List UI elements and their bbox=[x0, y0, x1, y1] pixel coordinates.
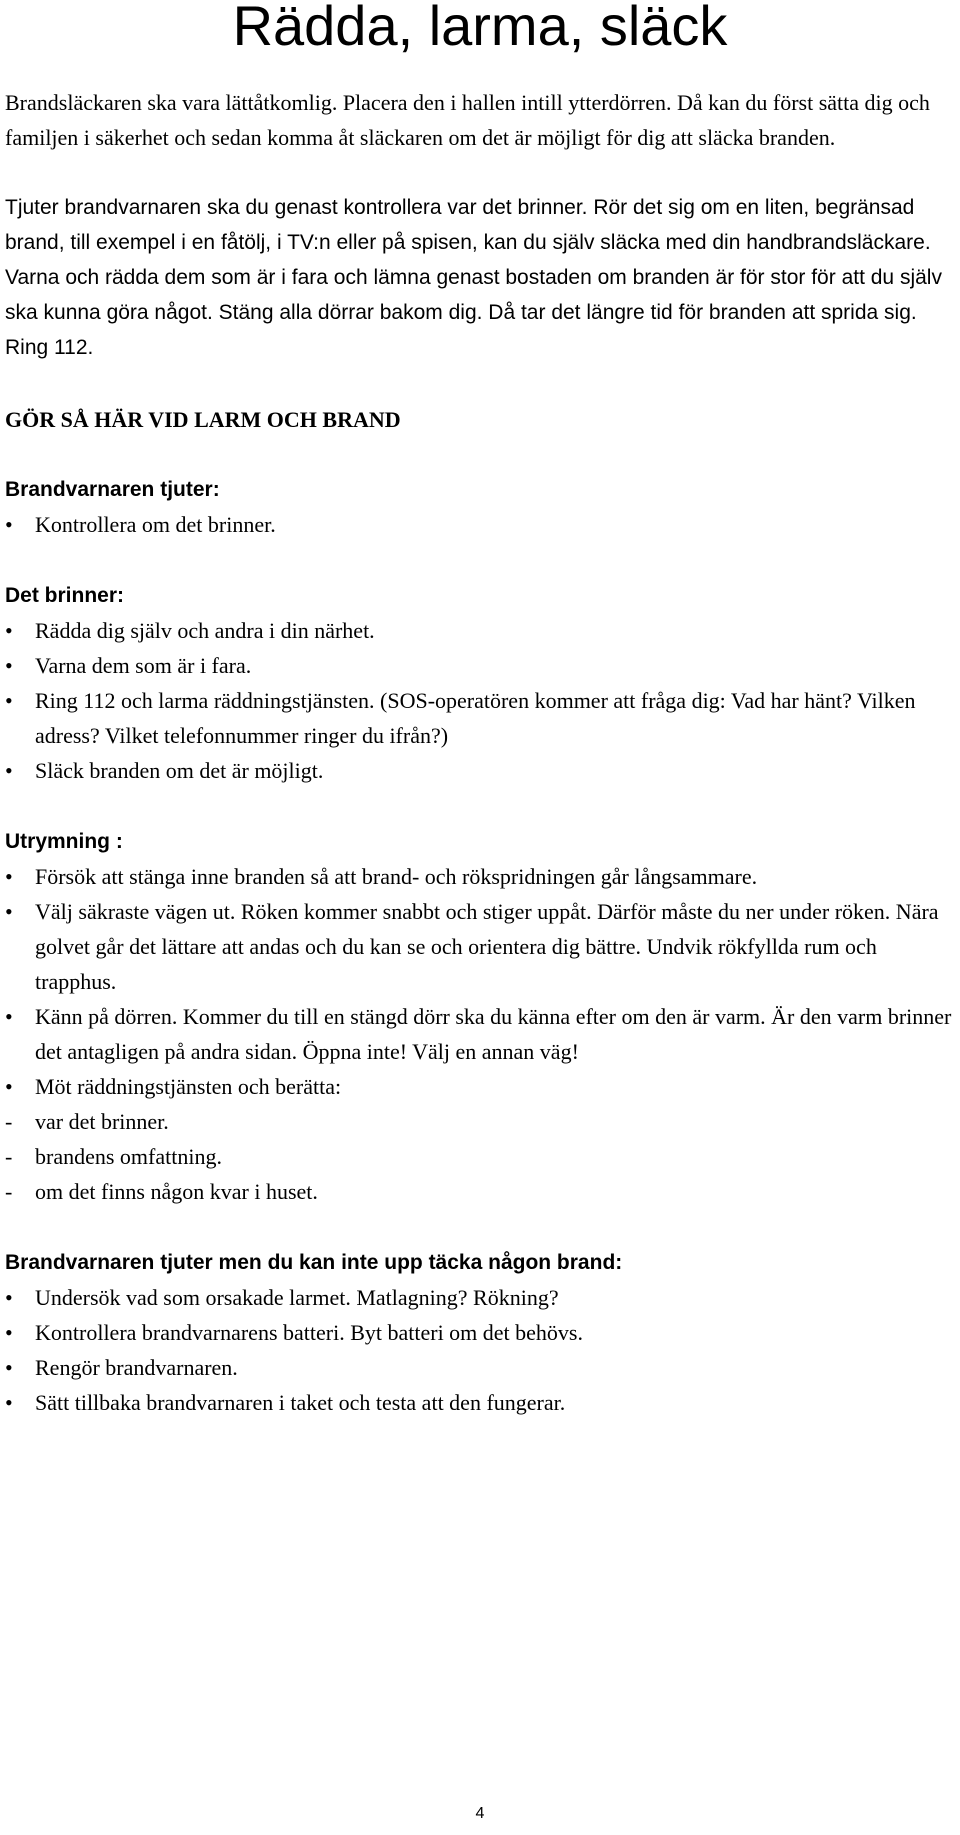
list-marker: - bbox=[5, 1144, 13, 1169]
list-marker: • bbox=[5, 1004, 13, 1029]
list-marker: - bbox=[5, 1179, 13, 1204]
list-marker: • bbox=[5, 1355, 13, 1380]
list-item bbox=[5, 683, 955, 753]
list-item-text: Möt räddningstjänsten och berätta: bbox=[35, 1074, 342, 1099]
list-item-text: Välj säkraste vägen ut. Röken kommer snabbt och stiger uppåt. Därför måste du ner under röken. Nära golvet går det lättare att andas och du kan se och orientera dig bättre. Undvik rökfyllda rum och trapphus. bbox=[35, 899, 939, 994]
list-item-text: Kontrollera om det brinner. bbox=[35, 512, 276, 537]
list-item-text: brandens omfattning. bbox=[35, 1144, 222, 1169]
group-heading: Det brinner: bbox=[5, 584, 125, 607]
list-item-text: Försök att stänga inne branden så att brand- och rökspridningen går långsammare. bbox=[35, 864, 758, 889]
list-item bbox=[5, 1315, 955, 1350]
list-marker: • bbox=[5, 1390, 13, 1415]
list-item bbox=[5, 1350, 955, 1385]
list-marker: • bbox=[5, 1074, 13, 1099]
list-item bbox=[5, 1174, 955, 1209]
list-item-text: Kontrollera brandvarnarens batteri. Byt batteri om det behövs. bbox=[35, 1320, 583, 1345]
list-item bbox=[5, 1104, 955, 1139]
list-marker: • bbox=[5, 512, 13, 537]
list-item-text: var det brinner. bbox=[35, 1109, 169, 1134]
list-marker: • bbox=[5, 864, 13, 889]
list-item bbox=[5, 1385, 955, 1420]
list-item-text: Ring 112 och larma räddningstjänsten. (SOS-operatören kommer att fråga dig: Vad har hänt? Vilken adress? Vilket telefonnummer ringer du ifrån?) bbox=[35, 688, 916, 748]
group-heading: Brandvarnaren tjuter: bbox=[5, 478, 220, 501]
list-item bbox=[5, 1280, 955, 1315]
list-item-text: Släck branden om det är möjligt. bbox=[35, 758, 324, 783]
page-title: Rädda, larma, släck bbox=[232, 0, 728, 57]
list-marker: • bbox=[5, 618, 13, 643]
list-item bbox=[5, 613, 955, 648]
list-item-text: om det finns någon kvar i huset. bbox=[35, 1179, 318, 1204]
list-item bbox=[5, 648, 955, 683]
list-item-text: Undersök vad som orsakade larmet. Matlagning? Rökning? bbox=[35, 1285, 559, 1310]
list-item-text: Känn på dörren. Kommer du till en stängd dörr ska du känna efter om den är varm. Är den varm brinner det antagligen på andra sidan. Öppna inte! Välj en annan väg! bbox=[35, 1004, 952, 1064]
instruction-group bbox=[5, 578, 955, 788]
list-item bbox=[5, 507, 955, 542]
instruction-group bbox=[5, 824, 955, 1209]
list-item-text: Rädda dig själv och andra i din närhet. bbox=[35, 618, 375, 643]
list-item bbox=[5, 999, 955, 1069]
list-marker: • bbox=[5, 1320, 13, 1345]
list-marker: • bbox=[5, 899, 13, 924]
list-item-text: Rengör brandvarnaren. bbox=[35, 1355, 238, 1380]
instruction-list bbox=[5, 507, 955, 542]
list-item bbox=[5, 894, 955, 999]
group-heading: Utrymning : bbox=[5, 830, 123, 853]
instruction-list bbox=[5, 1280, 955, 1420]
list-item bbox=[5, 753, 955, 788]
list-marker: • bbox=[5, 1285, 13, 1310]
list-item-text: Varna dem som är i fara. bbox=[35, 653, 252, 678]
list-marker: - bbox=[5, 1109, 13, 1134]
list-item bbox=[5, 859, 955, 894]
document-body bbox=[5, 85, 955, 1456]
list-marker: • bbox=[5, 758, 13, 783]
list-marker: • bbox=[5, 653, 13, 678]
list-marker: • bbox=[5, 688, 13, 713]
instruction-groups bbox=[5, 472, 955, 1420]
second-paragraph: Tjuter brandvarnaren ska du genast kontrollera var det brinner. Rör det sig om en liten, begränsad brand, till exempel i en fåtölj, i TV:n eller på spisen, kan du själv släcka med din handbrandsläckare. Varna och rädda dem som är i fara och lämna genast bostaden om branden är för stor för att du själv ska kunna göra något. Stäng alla dörrar bakom dig. Då tar det längre tid för branden att sprida sig. Ring 112. bbox=[5, 196, 942, 359]
list-item-text: Sätt tillbaka brandvarnaren i taket och testa att den fungerar. bbox=[35, 1390, 566, 1415]
list-item bbox=[5, 1069, 955, 1104]
instruction-group bbox=[5, 1245, 955, 1420]
instruction-list bbox=[5, 613, 955, 788]
intro-paragraph: Brandsläckaren ska vara lättåtkomlig. Placera den i hallen intill ytterdörren. Då kan du först sätta dig och familjen i säkerhet och sedan komma åt släckaren om det är möjligt för dig att släcka branden. bbox=[5, 90, 930, 150]
section-heading: GÖR SÅ HÄR VID LARM OCH BRAND bbox=[5, 407, 401, 432]
page-number: 4 bbox=[475, 1805, 485, 1822]
group-heading: Brandvarnaren tjuter men du kan inte upp täcka någon brand: bbox=[5, 1251, 623, 1274]
list-item bbox=[5, 1139, 955, 1174]
instruction-group bbox=[5, 472, 955, 542]
instruction-list bbox=[5, 859, 955, 1209]
